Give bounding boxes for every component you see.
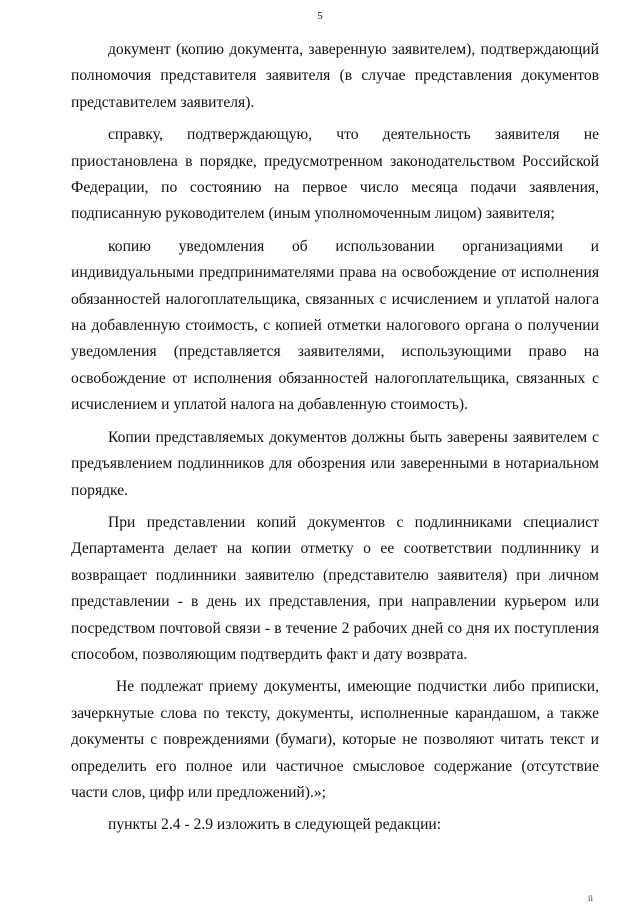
scan-corner-mark: ⅱ — [587, 894, 594, 903]
paragraph-copies-certification: Копии представляемых документов должны быть заверены заявителем с предъявлением подлинников для обозрения или заверенными в нотариальном порядке. — [71, 428, 599, 499]
paragraph-clauses-revision: пункты 2.4 - 2.9 изложить в следующей редакции: — [108, 816, 442, 834]
page-number: 5 — [317, 10, 323, 22]
paragraph-vat-exemption-notice: копию уведомления об использовании организациями и индивидуальными предпринимателями права на освобождение от исполнения обязанностей налогоплательщика, связанных с исчислением и уплатой налога на добавленную стоимость, с копией отметки налогового органа о получении уведомления (представляется заявителями, использующими право на освобождение от исполнения обязанностей налогоплательщика, связанных с исчислением и уплатой налога на добавленную стоимость). — [71, 237, 599, 414]
paragraph-representative-document: документ (копию документа, заверенную заявителем), подтверждающий полномочия представителя заявителя (в случае представления документов представителем заявителя). — [71, 41, 599, 111]
document-body — [71, 37, 599, 839]
paragraph-originals-return: При представлении копий документов с подлинниками специалист Департамента делает на копии отметку о ее соответствии подлиннику и возвращает подлинники заявителю (представителю заявителя) при личном представлении - в день их представления, при направлении курьером или посредством почтовой связи - в течение 2 рабочих дней со дня их поступления способом, позволяющим подтвердить факт и дату возврата. — [71, 513, 599, 663]
paragraph-activity-certificate: справку, подтверждающую, что деятельность заявителя не приостановлена в порядке, предусмотренном законодательством Российской Федерации, по состоянию на первое число месяца подачи заявления, подписанную руководителем (иным уполномоченным лицом) заявителя; — [71, 126, 599, 223]
paragraph-rejected-documents: Не подлежат приему документы, имеющие подчистки либо приписки, зачеркнутые слова по тексту, документы, исполненные карандашом, а также документы с повреждениями (бумаги), которые не позволяют читать текст и определить его полное или частичное смысловое содержание (отсутствие части слов, цифр или предложений).»; — [71, 678, 599, 801]
